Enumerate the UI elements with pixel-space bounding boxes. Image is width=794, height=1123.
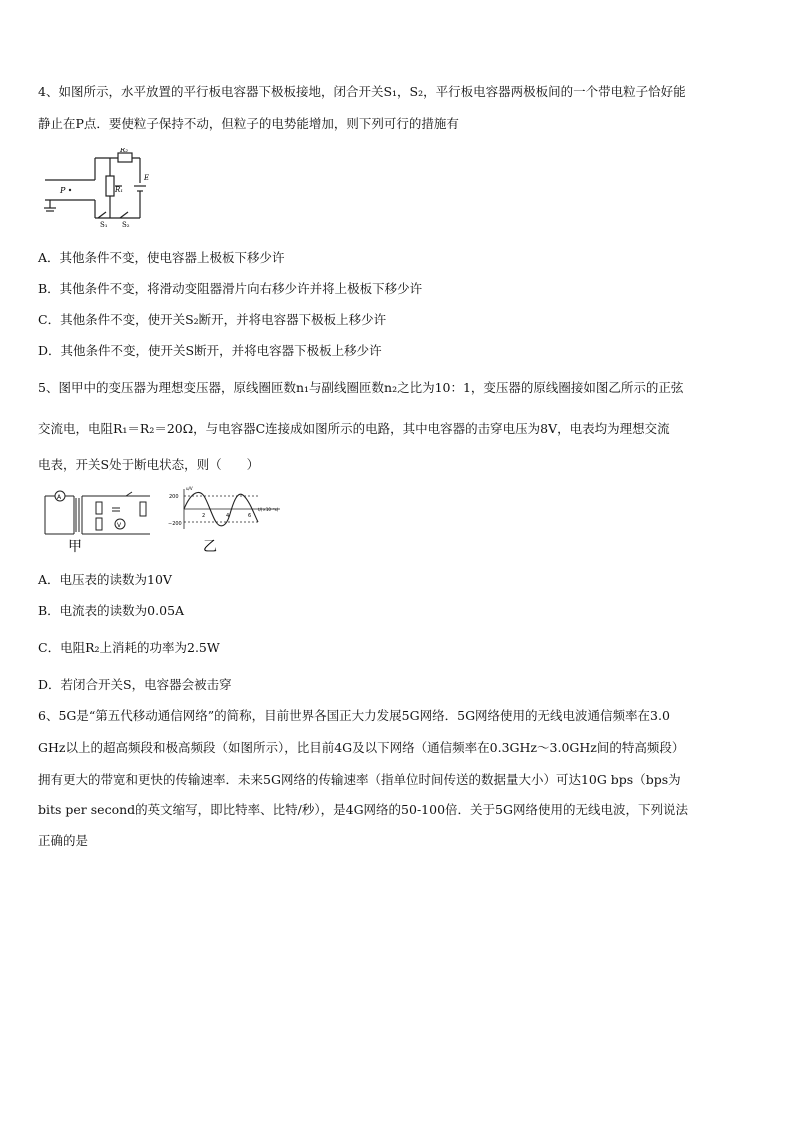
q4-circuit-diagram [40,148,160,228]
q5-option-a: A．电压表的读数为10V [38,572,172,587]
q4-option-c: C．其他条件不变，使开关S₂断开，并将电容器下极板上移少许 [38,312,387,327]
q4-r1-label: R₁ [115,186,124,194]
svg-text:V: V [117,522,122,529]
q5-stem-line1: 5、图甲中的变压器为理想变压器，原线圈匝数n₁与副线圈匝数n₂之比为10：1，变压器的原线圈接如图乙所示的正弦 [38,380,684,395]
q5-stem-line3: 电表，开关S处于断电状态，则（ ） [38,457,260,472]
q5-graph-yunit: u/V [186,486,193,491]
q5-graph-tick6: 6 [248,513,252,519]
q4-r2-label: R₂ [120,148,129,154]
q5-fig-jia-label: 甲 [68,539,82,554]
q4-stem-line2: 静止在P点．要使粒子保持不动，但粒子的电势能增加，则下列可行的措施有 [38,116,459,131]
q4-option-b: B．其他条件不变，将滑动变阻器滑片向右移少许并将上极板下移少许 [38,281,423,296]
svg-text:A: A [57,494,62,501]
q4-option-a: A．其他条件不变，使电容器上极板下移少许 [38,250,285,265]
q5-graph-ypos: 200 [169,494,179,500]
q6-stem-line4: bits per second的英文缩写，即比特率、比特/秒），是4G网络的50-100倍．关于5G网络使用的无线电波，下列说法 [38,802,688,817]
q5-option-b: B．电流表的读数为0.05A [38,603,185,618]
q5-option-d: D．若闭合开关S，电容器会被击穿 [38,677,232,692]
q4-option-d: D．其他条件不变，使开关S断开，并将电容器下极板上移少许 [38,343,382,358]
q6-stem-line2: GHz以上的超高频段和极高频段（如图所示），比目前4G及以下网络（通信频率在0.3GHz～3.0GHz间的特高频段） [38,740,685,755]
q6-stem-line3: 拥有更大的带宽和更快的传输速率．未来5G网络的传输速率（指单位时间传送的数据量大小）可达10G bps（bps为 [38,772,681,787]
q4-stem-line1: 4、如图所示，水平放置的平行板电容器下极板接地，闭合开关S₁，S₂，平行板电容器两极板间的一个带电粒子恰好能 [38,84,686,99]
q5-graph-xunit: t/(×10⁻²s) [258,507,279,512]
q4-s2-label: S₂ [122,221,130,228]
q5-graph-yneg: −200 [168,521,182,527]
q5-waveform-yi [168,484,298,554]
q5-fig-yi-label: 乙 [203,539,217,554]
q4-s1-label: S₁ [100,221,108,228]
q5-stem-line2: 交流电，电阻R₁＝R₂＝20Ω，与电容器C连接成如图所示的电路，其中电容器的击穿电压为8V，电表均为理想交流 [38,421,670,436]
q5-graph-tick4: 4 [226,513,230,519]
q6-stem-line5: 正确的是 [38,833,89,848]
q5-option-c: C．电阻R₂上消耗的功率为2.5W [38,640,220,655]
q4-p-label: P [60,186,66,195]
q5-graph-tick2: 2 [202,513,206,519]
q4-e-label: E [144,174,150,182]
q5-circuit-jia [40,484,160,554]
q6-stem-line1: 6、5G是“第五代移动通信网络”的简称，目前世界各国正大力发展5G网络．5G网络使用的无线电波通信频率在3.0 [38,708,670,723]
